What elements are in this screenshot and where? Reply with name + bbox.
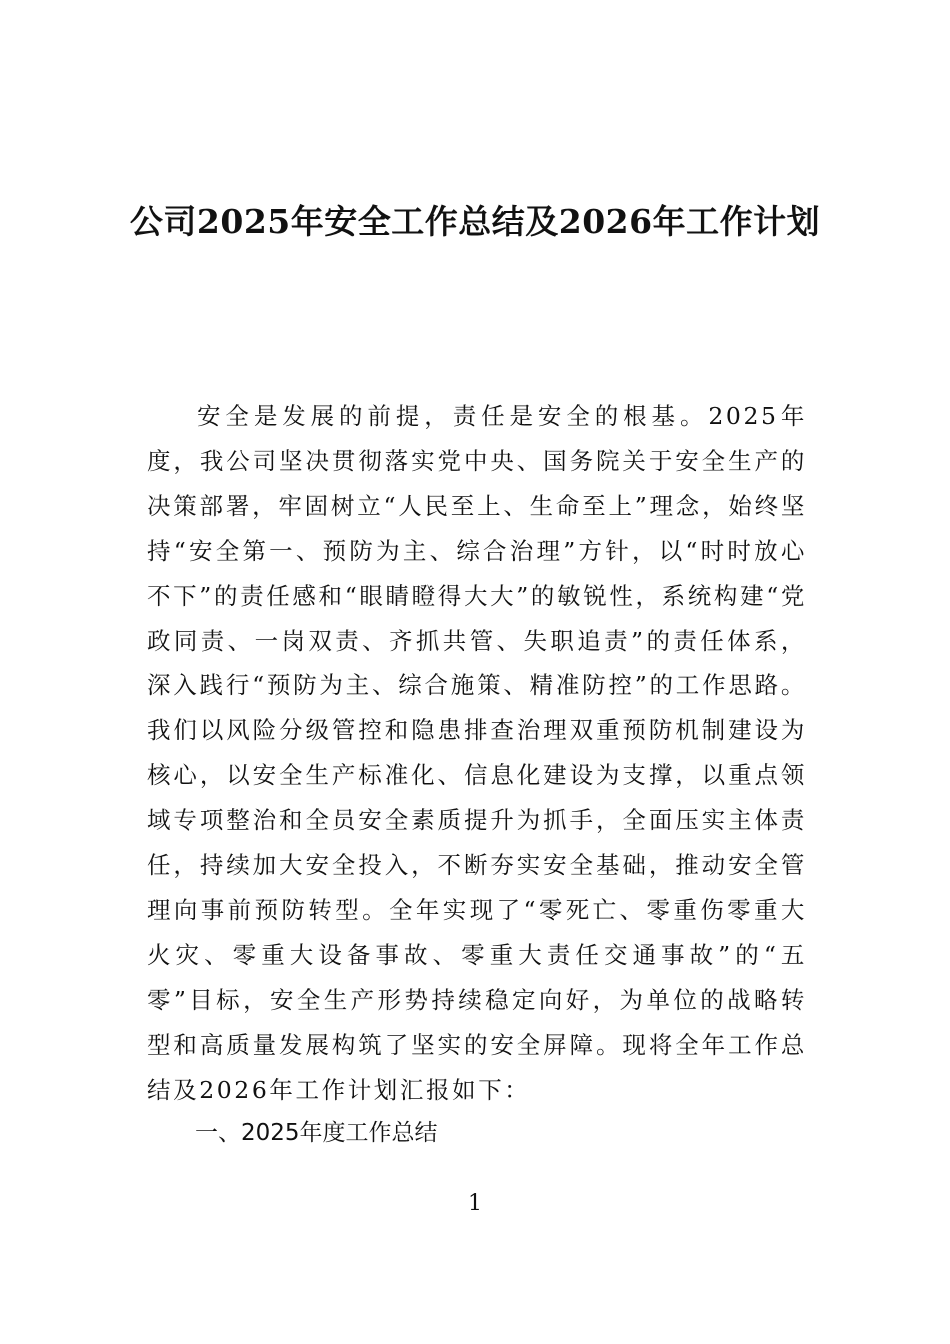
section-heading: 一、2025年度工作总结 bbox=[195, 1120, 438, 1146]
intro-paragraph: 安全是发展的前提，责任是安全的根基。2025年度，我公司坚决贯彻落实党中央、国务院关于安全生产的决策部署，牢固树立“人民至上、生命至上”理念，始终坚持“安全第一、预防为主、综合治理”方针，以“时时放心不下”的责任感和“眼睛瞪得大大”的敏锐性，系统构建“党政同责、一岗双责、齐抓共管、失职追责”的责任体系，深入践行“预防为主、综合施策、精准防控”的工作思路。我们以风险分级管控和隐患排查治理双重预防机制建设为核心，以安全生产标准化、信息化建设为支撑，以重点领域专项整治和全员安全素质提升为抓手，全面压实主体责任，持续加大安全投入，不断夯实安全基础，推动安全管理向事前预防转型。全年实现了“零死亡、零重伤零重大火灾、零重大设备事故、零重大责任交通事故”的“五零”目标，安全生产形势持续稳定向好，为单位的战略转型和高质量发展构筑了坚实的安全屏障。现将全年工作总结及2026年工作计划汇报如下： bbox=[147, 402, 807, 1104]
page-number: 1 bbox=[468, 1191, 482, 1216]
document-title: 公司2025年安全工作总结及2026年工作计划 bbox=[129, 202, 821, 241]
